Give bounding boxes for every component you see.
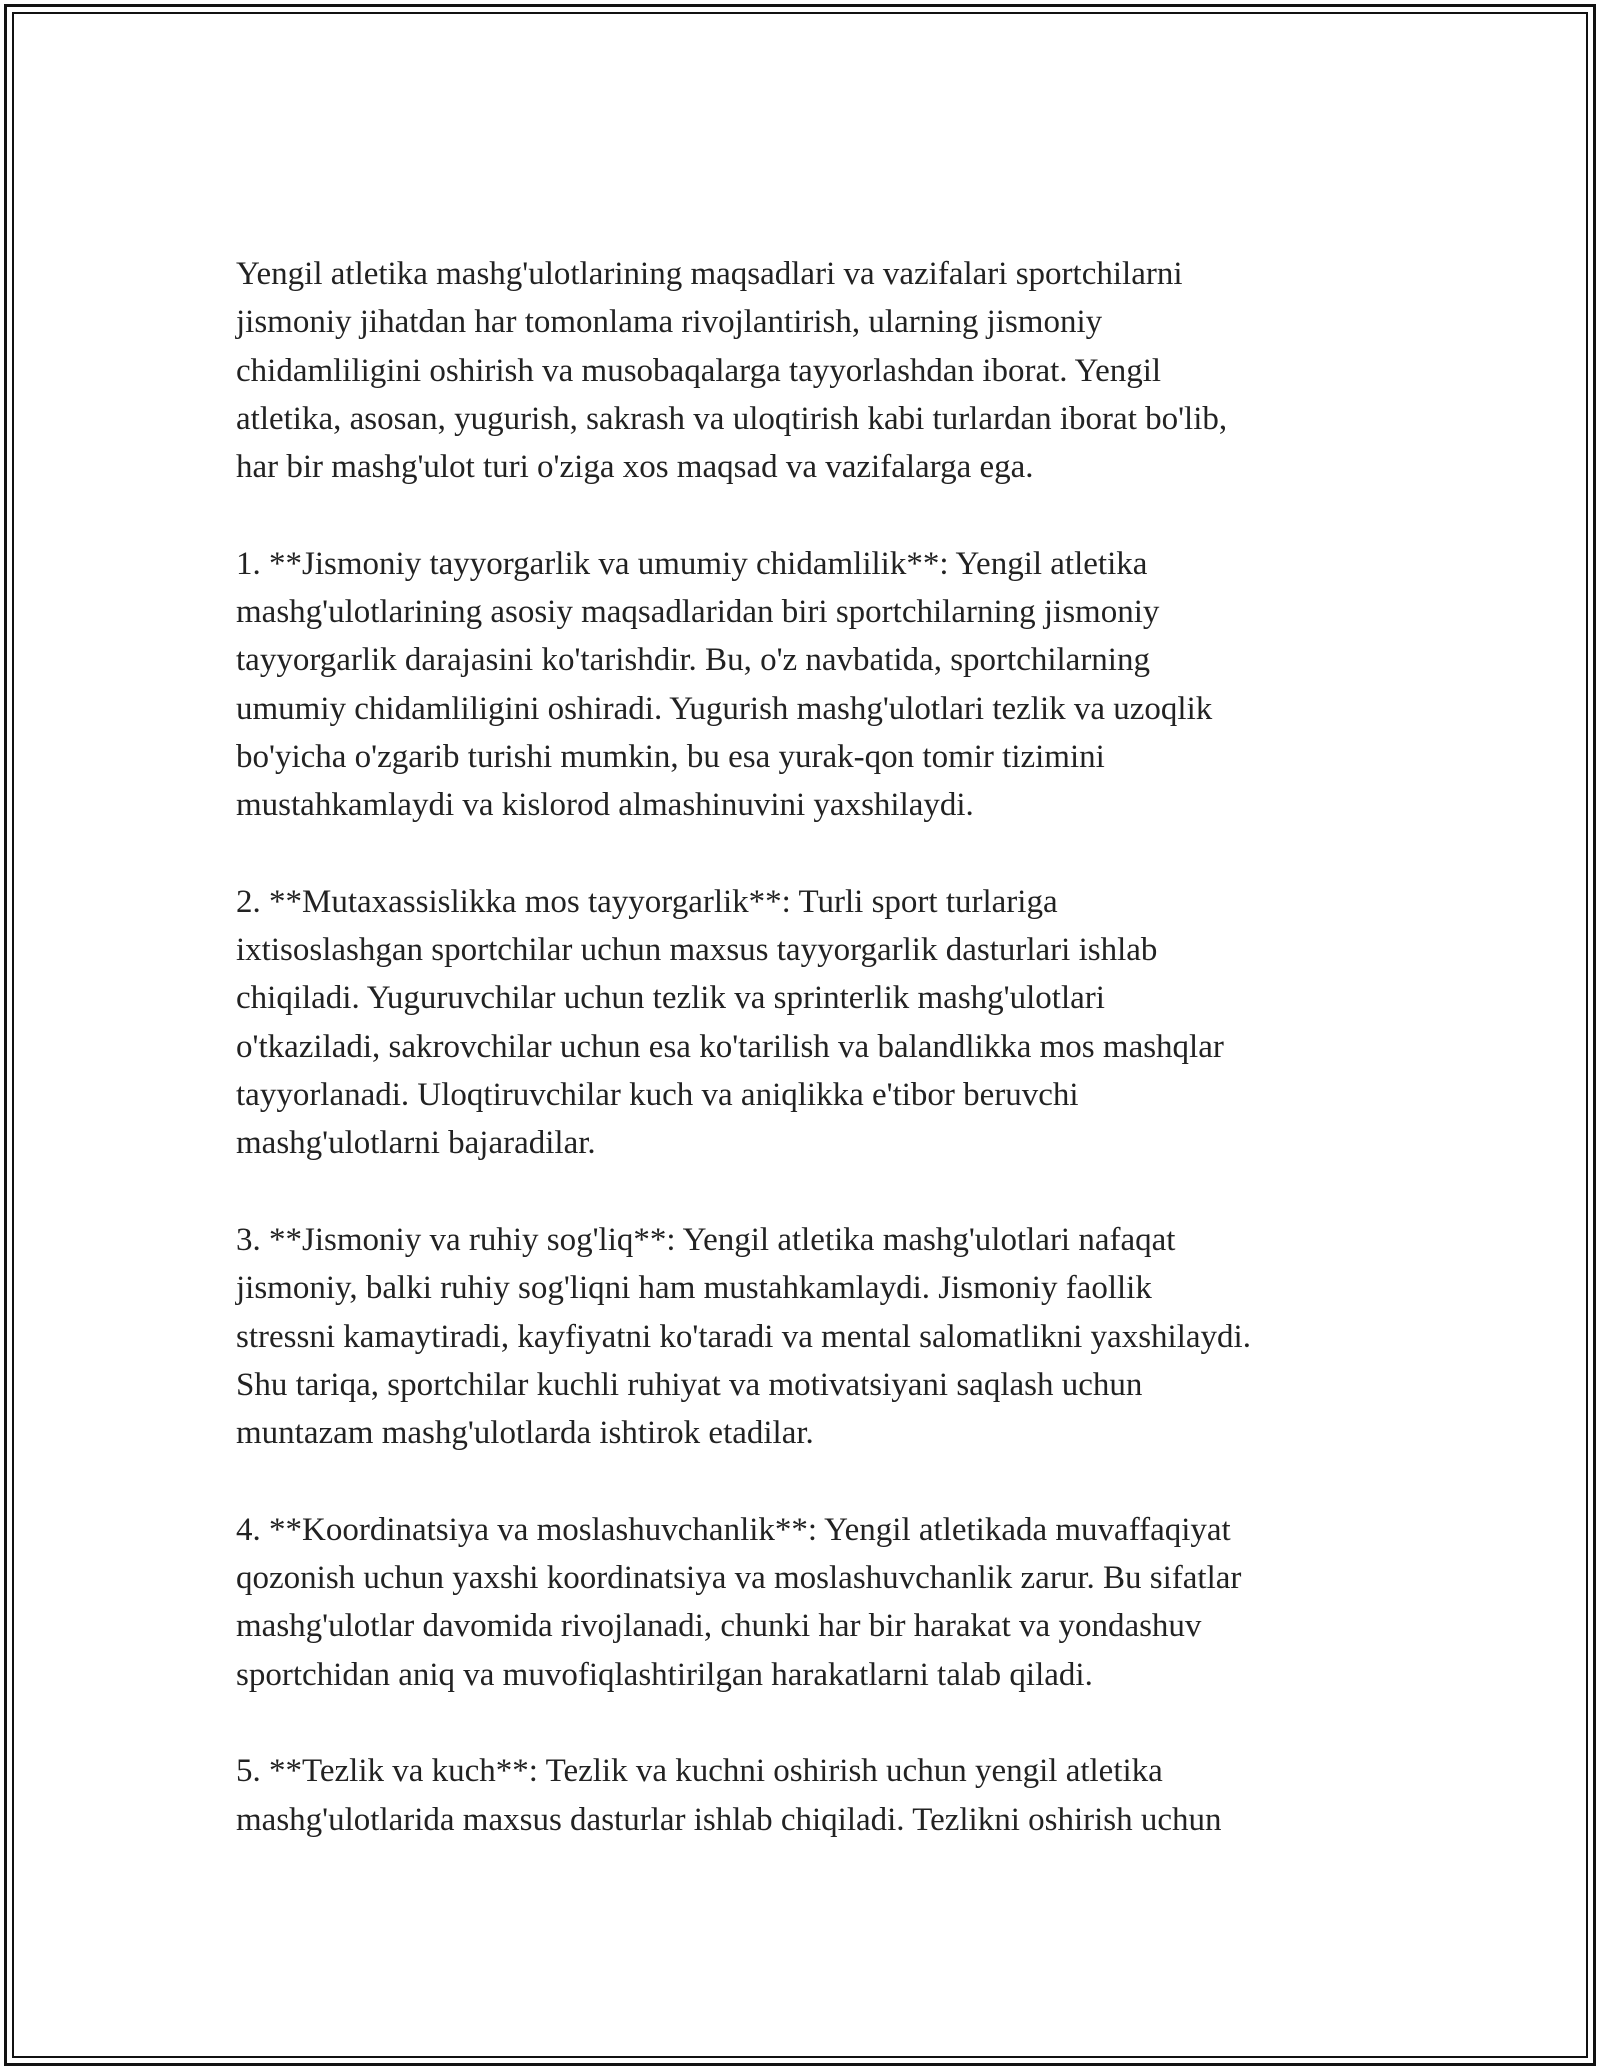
list-item-4-paragraph: 4. **Koordinatsiya va moslashuvchanlik**: Yengil atletikada muvaffaqiyat qozonish uchun yaxshi koordinatsiya va moslashuvchanlik zarur. Bu sifatlar mashg'ulotlar davomida rivojlanadi, chunki har bir harakat va yondashuv sportchidan aniq va muvofiqlashtirilgan harakatlarni talab qiladi. [236, 1511, 1242, 1693]
intro-paragraph: Yengil atletika mashg'ulotlarining maqsadlari va vazifalari sportchilarni jismoniy jihatdan har tomonlama rivojlantirish, ularning jismoniy chidamliligini oshirish va musobaqalarga tayyorlashdan iborat. Yengil atletika, asosan, yugurish, sakrash va uloqtirish kabi turlardan iborat bo'lib, har bir mashg'ulot turi o'ziga xos maqsad va vazifalarga ega. [236, 256, 1228, 486]
list-item-1-paragraph: 1. **Jismoniy tayyorgarlik va umumiy chidamlilik**: Yengil atletika mashg'ulotlarining asosiy maqsadlaridan biri sportchilarning jismoniy tayyorgarlik darajasini ko'tarishdir. Bu, o'z navbatida, sportchilarning umumiy chidamliligini oshiradi. Yugurish mashg'ulotlari tezlik va uzoqlik bo'yicha o'zgarib turishi mumkin, bu esa yurak-qon tomir tizimini mustahkamlaydi va kislorod almashinuvini yaxshilaydi. [236, 545, 1213, 824]
document-body [236, 250, 1376, 1892]
list-item-3-paragraph: 3. **Jismoniy va ruhiy sog'liq**: Yengil atletika mashg'ulotlari nafaqat jismoniy, balki ruhiy sog'liqni ham mustahkamlaydi. Jismoniy faollik stressni kamaytiradi, kayfiyatni ko'taradi va mental salomatlikni yaxshilaydi. Shu tariqa, sportchilar kuchli ruhiyat va motivatsiyani saqlash uchun muntazam mashg'ulotlarda ishtirok etadilar. [236, 1221, 1251, 1452]
list-item-5-paragraph: 5. **Tezlik va kuch**: Tezlik va kuchni oshirish uchun yengil atletika mashg'ulotlarida maxsus dasturlar ishlab chiqiladi. Tezlikni oshirish uchun [236, 1753, 1222, 1838]
list-item-2-paragraph: 2. **Mutaxassislikka mos tayyorgarlik**: Turli sport turlariga ixtisoslashgan sportchilar uchun maxsus tayyorgarlik dasturlari ishlab chiqiladi. Yuguruvchilar uchun tezlik va sprinterlik mashg'ulotlari o'tkaziladi, sakrovchilar uchun esa ko'tarilish va balandlikka mos mashqlar tayyorlanadi. Uloqtiruvchilar kuch va aniqlikka e'tibor beruvchi mashg'ulotlarni bajaradilar. [236, 883, 1224, 1162]
